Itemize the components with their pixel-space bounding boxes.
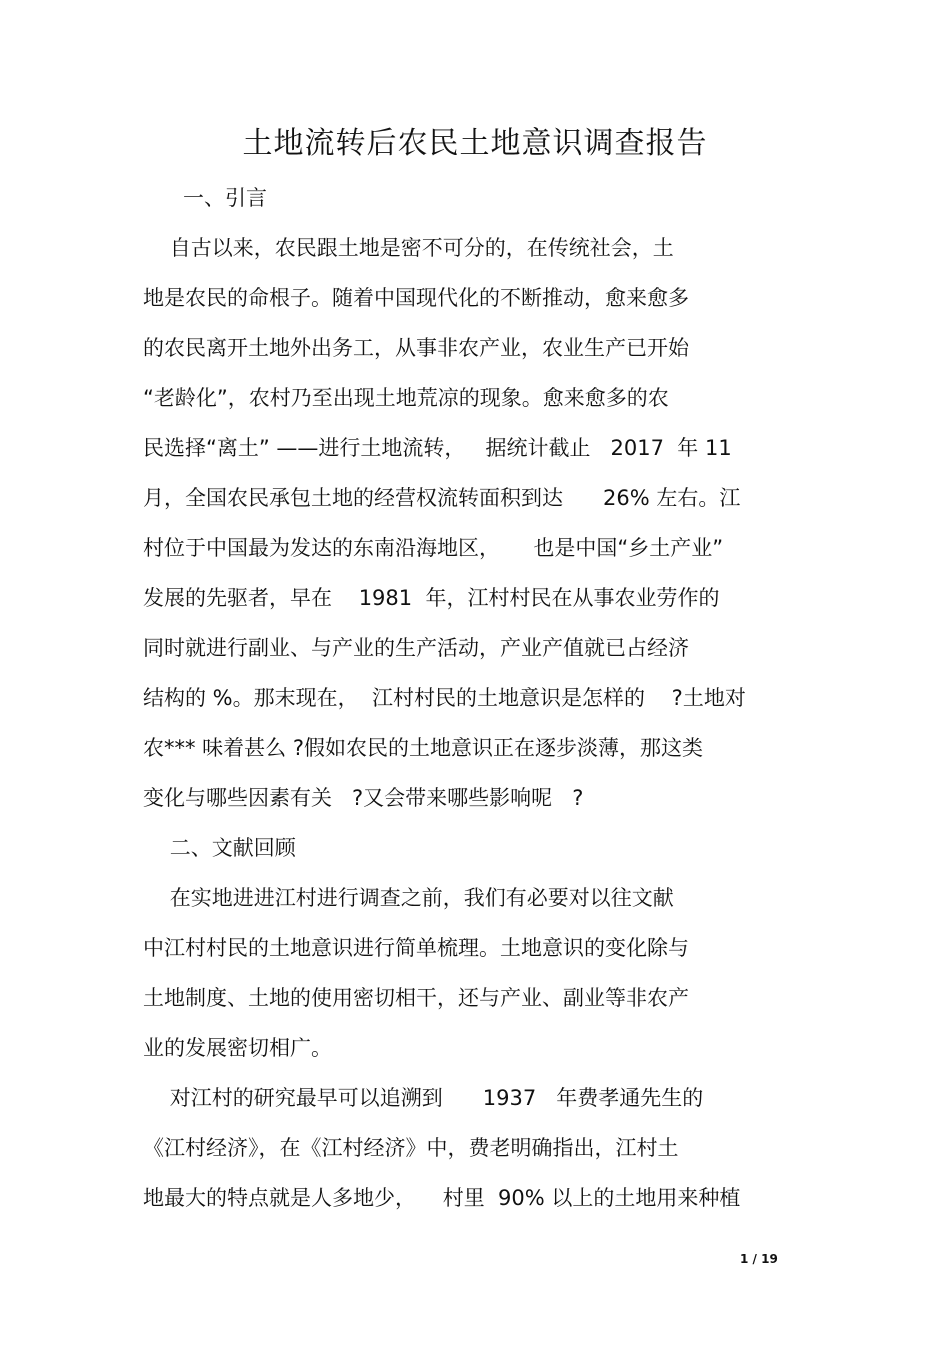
- paragraph-line: 发展的先驱者，早在 1981 年，江村村民在从事农业劳作的: [143, 586, 720, 610]
- paragraph-line: 的农民离开土地外出务工，从事非农产业，农业生产已开始: [143, 336, 689, 360]
- paragraph-line: 土地制度、土地的使用密切相干，还与产业、副业等非农产: [143, 986, 689, 1010]
- paragraph-line: 民选择“离土” ——进行土地流转， 据统计截止 2017 年 11: [143, 436, 732, 460]
- paragraph-line: 地最大的特点就是人多地少， 村里 90% 以上的土地用来种植: [143, 1186, 741, 1210]
- paragraph-line: 《江村经济》，在《江村经济》中，费老明确指出，江村土: [143, 1136, 679, 1160]
- paragraph-line: 对江村的研究最早可以追溯到 1937 年费孝通先生的: [143, 1086, 704, 1110]
- paragraph-line: 农*** 味着甚么 ?假如农民的土地意识正在逐步淡薄，那这类: [143, 736, 703, 760]
- paragraph-line: 在实地进进江村进行调查之前，我们有必要对以往文献: [143, 886, 674, 910]
- paragraph-line: 自古以来，农民跟土地是密不可分的，在传统社会，土: [143, 236, 674, 260]
- document-title: 土地流转后农民土地意识调查报告: [242, 126, 708, 161]
- paragraph-line: 月，全国农民承包土地的经营权流转面积到达 26% 左右。江: [143, 486, 741, 510]
- paragraph-line: 村位于中国最为发达的东南沿海地区， 也是中国“乡土产业”: [143, 536, 724, 560]
- paragraph-line: 同时就进行副业、与产业的生产活动，产业产值就已占经济: [143, 636, 689, 660]
- section-heading-introduction: 一、引言: [143, 186, 268, 210]
- paragraph-line: “老龄化”，农村乃至出现土地荒凉的现象。愈来愈多的农: [143, 386, 669, 410]
- paragraph-line: 结构的 %。那末现在， 江村村民的土地意识是怎样的 ?土地对: [143, 686, 746, 710]
- paragraph-line: 变化与哪些因素有关 ?又会带来哪些影响呢 ?: [143, 786, 584, 810]
- section-heading-literature-review: 二、文献回顾: [143, 836, 296, 860]
- paragraph-line: 业的发展密切相广。: [143, 1036, 332, 1060]
- paragraph-line: 中江村村民的土地意识进行简单梳理。土地意识的变化除与: [143, 936, 689, 960]
- paragraph-line: 地是农民的命根子。随着中国现代化的不断推动，愈来愈多: [143, 286, 689, 310]
- page-number: 1 / 19: [740, 1252, 778, 1266]
